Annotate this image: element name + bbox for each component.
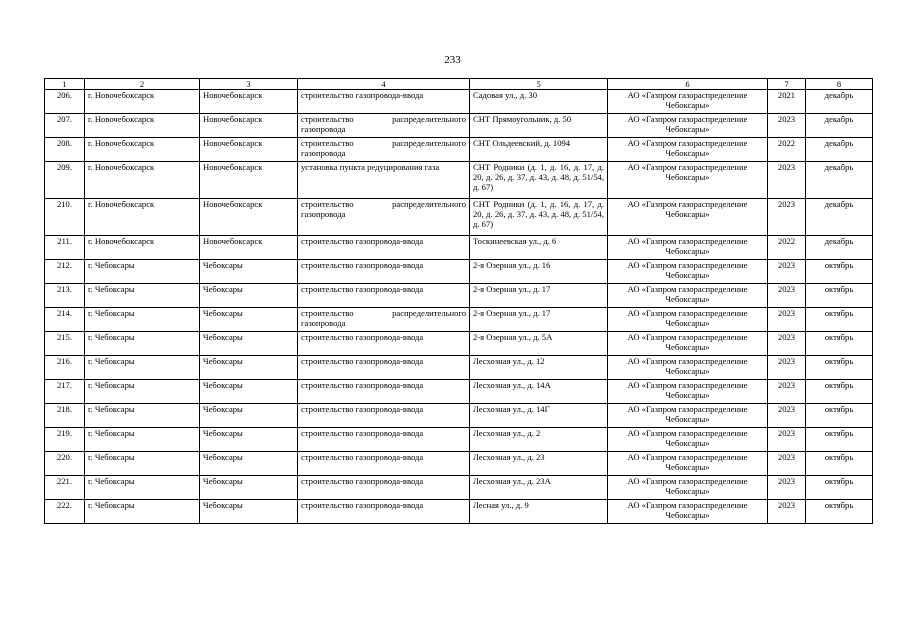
month-cell: октябрь [806, 404, 873, 428]
month-cell: октябрь [806, 356, 873, 380]
year-cell: 2023 [768, 380, 806, 404]
year-cell: 2023 [768, 500, 806, 524]
row-number-cell: 212. [45, 260, 85, 284]
address-cell: Садовая ул., д. 30 [470, 90, 608, 114]
address-cell: Лесхозная ул., д. 2 [470, 428, 608, 452]
work-type-cell: строительство газопровода-ввода [298, 284, 470, 308]
locality-cell: Новочебоксарск [200, 90, 298, 114]
row-number-cell: 206. [45, 90, 85, 114]
address-cell: Лесхозная ул., д. 23А [470, 476, 608, 500]
year-cell: 2023 [768, 162, 806, 199]
address-cell: СНТ Родники (д. 1, д. 16, д. 17, д. 20, д. 26, д. 37, д. 43, д. 48, д. 51/54, д. 67) [470, 199, 608, 236]
year-cell: 2023 [768, 332, 806, 356]
year-cell: 2023 [768, 284, 806, 308]
year-cell: 2023 [768, 199, 806, 236]
year-cell: 2023 [768, 428, 806, 452]
address-cell: Лесхозная ул., д. 12 [470, 356, 608, 380]
year-cell: 2023 [768, 114, 806, 138]
table-row [45, 404, 873, 428]
address-cell: 2-я Озерная ул., д. 5А [470, 332, 608, 356]
municipality-cell: г. Чебоксары [85, 428, 200, 452]
municipality-cell: г. Чебоксары [85, 404, 200, 428]
column-header: 2 [85, 79, 200, 90]
organization-cell: АО «Газпром газораспределение Чебоксары» [608, 199, 768, 236]
row-number-cell: 222. [45, 500, 85, 524]
table-row [45, 332, 873, 356]
locality-cell: Новочебоксарск [200, 138, 298, 162]
table-row [45, 380, 873, 404]
municipality-cell: г. Чебоксары [85, 500, 200, 524]
municipality-cell: г. Чебоксары [85, 452, 200, 476]
work-type-cell: строительство газопровода-ввода [298, 404, 470, 428]
row-number-cell: 208. [45, 138, 85, 162]
organization-cell: АО «Газпром газораспределение Чебоксары» [608, 114, 768, 138]
table-row [45, 236, 873, 260]
work-type-cell: строительство газопровода-ввода [298, 332, 470, 356]
address-cell: Лесная ул., д. 9 [470, 500, 608, 524]
month-cell: октябрь [806, 260, 873, 284]
row-number-cell: 207. [45, 114, 85, 138]
organization-cell: АО «Газпром газораспределение Чебоксары» [608, 476, 768, 500]
municipality-cell: г. Чебоксары [85, 380, 200, 404]
month-cell: октябрь [806, 452, 873, 476]
row-number-cell: 217. [45, 380, 85, 404]
address-cell: СНТ Родники (д. 1, д. 16, д. 17, д. 20, д. 26, д. 37, д. 43, д. 48, д. 51/54, д. 67) [470, 162, 608, 199]
year-cell: 2021 [768, 90, 806, 114]
table-row [45, 162, 873, 199]
organization-cell: АО «Газпром газораспределение Чебоксары» [608, 500, 768, 524]
locality-cell: Новочебоксарск [200, 199, 298, 236]
address-cell: 2-я Озерная ул., д. 16 [470, 260, 608, 284]
work-type-cell: строительство газопровода-ввода [298, 452, 470, 476]
table-row [45, 500, 873, 524]
month-cell: октябрь [806, 284, 873, 308]
table-row [45, 199, 873, 236]
locality-cell: Чебоксары [200, 284, 298, 308]
address-cell: СНТ Ольдеевский, д. 1094 [470, 138, 608, 162]
month-cell: декабрь [806, 162, 873, 199]
locality-cell: Чебоксары [200, 308, 298, 332]
locality-cell: Чебоксары [200, 260, 298, 284]
month-cell: октябрь [806, 380, 873, 404]
municipality-cell: г. Новочебоксарск [85, 236, 200, 260]
locality-cell: Новочебоксарск [200, 114, 298, 138]
month-cell: декабрь [806, 138, 873, 162]
municipality-cell: г. Новочебоксарск [85, 199, 200, 236]
organization-cell: АО «Газпром газораспределение Чебоксары» [608, 90, 768, 114]
month-cell: октябрь [806, 428, 873, 452]
municipality-cell: г. Новочебоксарск [85, 162, 200, 199]
row-number-cell: 219. [45, 428, 85, 452]
row-number-cell: 214. [45, 308, 85, 332]
year-cell: 2023 [768, 404, 806, 428]
municipality-cell: г. Новочебоксарск [85, 90, 200, 114]
work-type-cell: строительство газопровода-ввода [298, 260, 470, 284]
municipality-cell: г. Чебоксары [85, 260, 200, 284]
address-cell: 2-я Озерная ул., д. 17 [470, 308, 608, 332]
organization-cell: АО «Газпром газораспределение Чебоксары» [608, 404, 768, 428]
table-row [45, 476, 873, 500]
year-cell: 2022 [768, 236, 806, 260]
column-header: 8 [806, 79, 873, 90]
address-cell: Лесхозная ул., д. 14Г [470, 404, 608, 428]
locality-cell: Чебоксары [200, 404, 298, 428]
row-number-cell: 221. [45, 476, 85, 500]
row-number-cell: 216. [45, 356, 85, 380]
column-header: 6 [608, 79, 768, 90]
locality-cell: Чебоксары [200, 356, 298, 380]
organization-cell: АО «Газпром газораспределение Чебоксары» [608, 308, 768, 332]
month-cell: октябрь [806, 308, 873, 332]
address-cell: Тоскинеевская ул., д. 6 [470, 236, 608, 260]
work-type-cell: строительство распределительного газопровода [298, 308, 470, 332]
year-cell: 2023 [768, 260, 806, 284]
month-cell: декабрь [806, 236, 873, 260]
row-number-cell: 210. [45, 199, 85, 236]
work-type-cell: строительство газопровода-ввода [298, 356, 470, 380]
organization-cell: АО «Газпром газораспределение Чебоксары» [608, 452, 768, 476]
row-number-cell: 215. [45, 332, 85, 356]
month-cell: декабрь [806, 199, 873, 236]
table-row [45, 114, 873, 138]
organization-cell: АО «Газпром газораспределение Чебоксары» [608, 332, 768, 356]
municipality-cell: г. Чебоксары [85, 356, 200, 380]
row-number-cell: 218. [45, 404, 85, 428]
table-row [45, 452, 873, 476]
table-row [45, 308, 873, 332]
municipality-cell: г. Чебоксары [85, 476, 200, 500]
page-number: 233 [444, 54, 461, 66]
locality-cell: Чебоксары [200, 428, 298, 452]
locality-cell: Новочебоксарск [200, 162, 298, 199]
organization-cell: АО «Газпром газораспределение Чебоксары» [608, 162, 768, 199]
column-header: 4 [298, 79, 470, 90]
work-type-cell: строительство газопровода-ввода [298, 476, 470, 500]
year-cell: 2023 [768, 476, 806, 500]
work-type-cell: строительство газопровода-ввода [298, 500, 470, 524]
month-cell: октябрь [806, 332, 873, 356]
table-row [45, 356, 873, 380]
column-header: 7 [768, 79, 806, 90]
year-cell: 2023 [768, 452, 806, 476]
municipality-cell: г. Новочебоксарск [85, 138, 200, 162]
address-cell: СНТ Прямоугольник, д. 50 [470, 114, 608, 138]
organization-cell: АО «Газпром газораспределение Чебоксары» [608, 428, 768, 452]
column-header: 3 [200, 79, 298, 90]
month-cell: декабрь [806, 114, 873, 138]
year-cell: 2023 [768, 356, 806, 380]
locality-cell: Новочебоксарск [200, 236, 298, 260]
row-number-cell: 211. [45, 236, 85, 260]
organization-cell: АО «Газпром газораспределение Чебоксары» [608, 138, 768, 162]
row-number-cell: 220. [45, 452, 85, 476]
municipality-cell: г. Новочебоксарск [85, 114, 200, 138]
work-type-cell: строительство распределительного газопровода [298, 199, 470, 236]
address-cell: 2-я Озерная ул., д. 17 [470, 284, 608, 308]
organization-cell: АО «Газпром газораспределение Чебоксары» [608, 236, 768, 260]
table-row [45, 260, 873, 284]
row-number-cell: 213. [45, 284, 85, 308]
row-number-cell: 209. [45, 162, 85, 199]
gasification-table [44, 78, 873, 524]
column-header: 1 [45, 79, 85, 90]
work-type-cell: строительство распределительного газопровода [298, 138, 470, 162]
year-cell: 2023 [768, 308, 806, 332]
work-type-cell: строительство газопровода-ввода [298, 380, 470, 404]
municipality-cell: г. Чебоксары [85, 284, 200, 308]
locality-cell: Чебоксары [200, 452, 298, 476]
locality-cell: Чебоксары [200, 380, 298, 404]
locality-cell: Чебоксары [200, 500, 298, 524]
locality-cell: Чебоксары [200, 332, 298, 356]
month-cell: октябрь [806, 476, 873, 500]
address-cell: Лесхозная ул., д. 23 [470, 452, 608, 476]
work-type-cell: строительство распределительного газопровода [298, 114, 470, 138]
locality-cell: Чебоксары [200, 476, 298, 500]
table-row [45, 138, 873, 162]
work-type-cell: строительство газопровода-ввода [298, 236, 470, 260]
organization-cell: АО «Газпром газораспределение Чебоксары» [608, 284, 768, 308]
organization-cell: АО «Газпром газораспределение Чебоксары» [608, 356, 768, 380]
work-type-cell: строительство газопровода-ввода [298, 428, 470, 452]
municipality-cell: г. Чебоксары [85, 332, 200, 356]
table-body [45, 79, 873, 524]
municipality-cell: г. Чебоксары [85, 308, 200, 332]
organization-cell: АО «Газпром газораспределение Чебоксары» [608, 260, 768, 284]
address-cell: Лесхозная ул., д. 14А [470, 380, 608, 404]
work-type-cell: строительство газопровода-ввода [298, 90, 470, 114]
month-cell: октябрь [806, 500, 873, 524]
table-header-row [45, 79, 873, 90]
table-row [45, 284, 873, 308]
year-cell: 2022 [768, 138, 806, 162]
column-header: 5 [470, 79, 608, 90]
table-row [45, 428, 873, 452]
organization-cell: АО «Газпром газораспределение Чебоксары» [608, 380, 768, 404]
table-row [45, 90, 873, 114]
work-type-cell: установка пункта редуцирования газа [298, 162, 470, 199]
month-cell: декабрь [806, 90, 873, 114]
